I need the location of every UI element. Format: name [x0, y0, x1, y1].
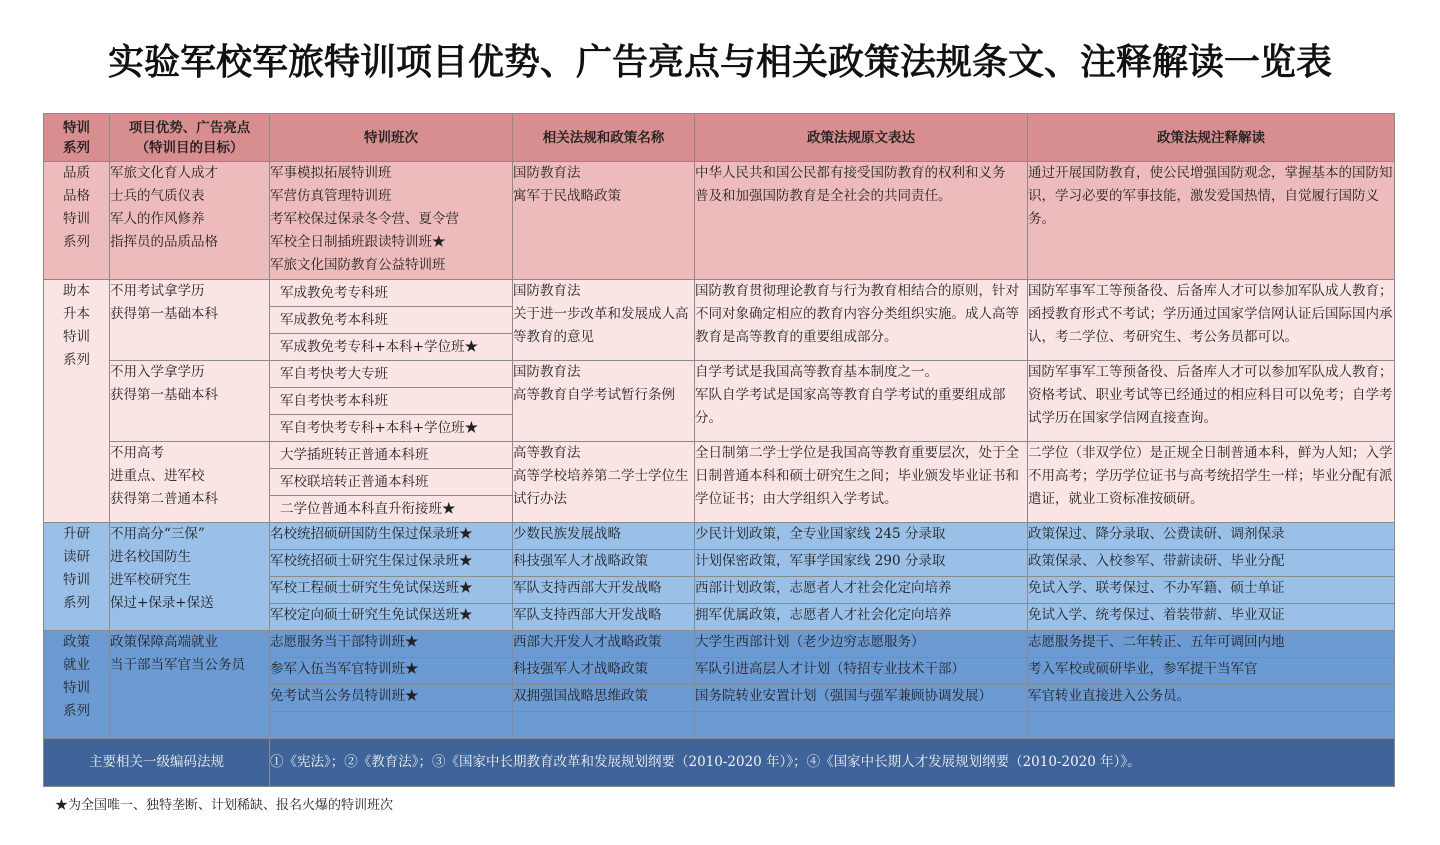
class-item: 军校全日制插班跟读特训班★	[270, 234, 446, 250]
interpretation-cell: 国防军事军工等预备役、后备库人才可以参加军队成人教育；函授教育形式不考试；学历通过国家学信网认证后国际国内承认，考二学位、考研究生、考公务员都可以。	[1028, 280, 1395, 361]
class-item: 军旅文化国防教育公益特训班	[270, 257, 446, 273]
policy-cell: 少数民族发展战略	[513, 523, 695, 550]
header-interpretation: 政策法规注释解读	[1028, 114, 1395, 162]
interpretation-cell: 军官转业直接进入公务员。	[1028, 685, 1395, 712]
page-title: 实验军校军旅特训项目优势、广告亮点与相关政策法规条文、注释解读一览表	[107, 42, 1332, 83]
table-row	[44, 280, 1395, 361]
series-employment: 政策 就业 特训 系列	[44, 631, 110, 739]
footer-label: 主要相关一级编码法规	[44, 739, 270, 787]
original-cell	[695, 712, 1028, 739]
table-row	[44, 442, 1395, 523]
classes-cell	[270, 162, 513, 280]
class-item: 军校联培转正普通本科班	[270, 468, 512, 495]
policy-cell	[513, 712, 695, 739]
table-row	[44, 523, 1395, 550]
table-row	[44, 162, 1395, 280]
classes-cell	[270, 442, 513, 523]
class-item: 军成教免考专科班	[280, 285, 388, 301]
class-item: 军校统招硕士研究生保过保录班★	[270, 550, 513, 577]
interpretation-cell: 考入军校或硕研毕业，参军提干当军官	[1028, 658, 1395, 685]
original-cell: 少民计划政策，全专业国家线 245 分录取	[695, 523, 1028, 550]
class-item: 二学位普通本科直升衔接班★	[270, 495, 512, 522]
interpretation-cell: 政策保过、降分录取、公费读研、调剂保录	[1028, 523, 1395, 550]
original-cell: 中华人民共和国公民都有接受国防教育的权利和义务 普及和加强国防教育是全社会的共同责任。	[695, 162, 1028, 280]
original-cell: 全日制第二学士学位是我国高等教育重要层次，处于全日制普通本科和硕士研究生之间；毕业颁发毕业证书和学位证书；由大学组织入学考试。	[695, 442, 1028, 523]
interpretation-cell: 通过开展国防教育，使公民增强国防观念，掌握基本的国防知识，学习必要的军事技能，激发爱国热情，自觉履行国防义务。	[1028, 162, 1395, 280]
interpretation-cell: 政策保录、入校参军、带薪读研、毕业分配	[1028, 550, 1395, 577]
original-cell: 军队引进高层人才计划（特招专业技术干部）	[695, 658, 1028, 685]
original-cell: 西部计划政策，志愿者人才社会化定向培养	[695, 577, 1028, 604]
series-degree: 助本 升本 特训 系列	[44, 280, 110, 523]
class-item: 考军校保过保录冬令营、夏令营	[270, 211, 459, 227]
original-cell: 国务院转业安置计划（强国与强军兼顾协调发展）	[695, 685, 1028, 712]
classes-cell	[270, 280, 513, 361]
policy-cell: 高等教育法 高等学校培养第二学士学位生试行办法	[513, 442, 695, 523]
class-item: 军事模拟拓展特训班	[270, 165, 392, 181]
class-item	[270, 712, 513, 739]
class-item: 军成教免考本科班	[270, 306, 512, 333]
table-header	[44, 114, 1395, 162]
class-item: 参军入伍当军官特训班★	[270, 658, 513, 685]
policy-cell: 西部大开发人才战略政策	[513, 631, 695, 658]
original-cell: 国防教育贯彻理论教育与行为教育相结合的原则，针对不同对象确定相应的教育内容分类组织实施。成人高等教育是高等教育的重要组成部分。	[695, 280, 1028, 361]
series-quality: 品质 品格 特训 系列	[44, 162, 110, 280]
header-advantage: 项目优势、广告亮点 （特训目的目标）	[110, 114, 270, 162]
original-cell: 自学考试是我国高等教育基本制度之一。 军队自学考试是国家高等教育自学考试的重要组成部分。	[695, 361, 1028, 442]
series-graduate: 升研 读研 特训 系列	[44, 523, 110, 631]
class-item: 军自考快考本科班	[270, 387, 512, 414]
policy-cell: 军队支持西部大开发战略	[513, 577, 695, 604]
footnote: ★为全国唯一、独特垄断、计划稀缺、报名火爆的特训班次	[55, 798, 394, 813]
class-item: 志愿服务当干部特训班★	[270, 631, 513, 658]
class-item: 军成教免考专科+本科+学位班★	[270, 333, 512, 360]
header-original: 政策法规原文表达	[695, 114, 1028, 162]
advantage-cell: 政策保障高端就业 当干部当军官当公务员	[110, 631, 270, 739]
header-policy-name: 相关法规和政策名称	[513, 114, 695, 162]
interpretation-cell: 免试入学、联考保过、不办军籍、硕士单证	[1028, 577, 1395, 604]
class-item: 军营仿真管理特训班	[270, 188, 392, 204]
class-item: 军校定向硕士研究生免试保送班★	[270, 604, 513, 631]
class-item: 军自考快考大专班	[280, 366, 388, 382]
interpretation-cell: 免试入学、统考保过、着装带薪、毕业双证	[1028, 604, 1395, 631]
header-classes: 特训班次	[270, 114, 513, 162]
original-cell: 计划保密政策，军事学国家线 290 分录取	[695, 550, 1028, 577]
class-item: 军校工程硕士研究生免试保送班★	[270, 577, 513, 604]
table-row	[44, 361, 1395, 442]
policy-cell: 国防教育法 关于进一步改革和发展成人高等教育的意见	[513, 280, 695, 361]
policy-cell: 国防教育法 高等教育自学考试暂行条例	[513, 361, 695, 442]
policy-cell: 双拥强国战略思维政策	[513, 685, 695, 712]
overview-table	[43, 113, 1395, 787]
interpretation-cell	[1028, 712, 1395, 739]
class-item: 名校统招硕研国防生保过保录班★	[270, 523, 513, 550]
header-series: 特训 系列	[44, 114, 110, 162]
original-cell: 拥军优属政策，志愿者人才社会化定向培养	[695, 604, 1028, 631]
footer-text: ①《宪法》；②《教育法》；③《国家中长期教育改革和发展规划纲要（2010-2020 年）》；④《国家中长期人才发展规划纲要（2010-2020 年）》。	[270, 739, 1395, 787]
advantage-cell: 不用入学拿学历 获得第一基础本科	[110, 361, 270, 442]
interpretation-cell: 二学位（非双学位）是正规全日制普通本科，鲜为人知；入学不用高考；学历学位证书与高考统招学生一样；毕业分配有派遣证，就业工资标准按硕研。	[1028, 442, 1395, 523]
advantage-cell: 不用高考 进重点、进军校 获得第二普通本科	[110, 442, 270, 523]
original-cell: 大学生西部计划（老少边穷志愿服务）	[695, 631, 1028, 658]
advantage-cell: 军旅文化育人成才 士兵的气质仪表 军人的作风修养 指挥员的品质品格	[110, 162, 270, 280]
policy-cell: 军队支持西部大开发战略	[513, 604, 695, 631]
table-row	[44, 631, 1395, 658]
interpretation-cell: 志愿服务提干、二年转正、五年可调回内地	[1028, 631, 1395, 658]
policy-cell: 科技强军人才战略政策	[513, 658, 695, 685]
interpretation-cell: 国防军事军工等预备役、后备库人才可以参加军队成人教育；资格考试、职业考试等已经通过的相应科目可以免考；自学考试学历在国家学信网直接查询。	[1028, 361, 1395, 442]
class-item: 大学插班转正普通本科班	[280, 447, 429, 463]
class-item: 军自考快考专科+本科+学位班★	[270, 414, 512, 441]
advantage-cell: 不用考试拿学历 获得第一基础本科	[110, 280, 270, 361]
policy-cell: 科技强军人才战略政策	[513, 550, 695, 577]
classes-cell	[270, 361, 513, 442]
policy-cell: 国防教育法 寓军于民战略政策	[513, 162, 695, 280]
advantage-cell: 不用高分“三保” 进名校国防生 进军校研究生 保过+保录+保送	[110, 523, 270, 631]
table-footer	[44, 739, 1395, 787]
class-item: 免考试当公务员特训班★	[270, 685, 513, 712]
